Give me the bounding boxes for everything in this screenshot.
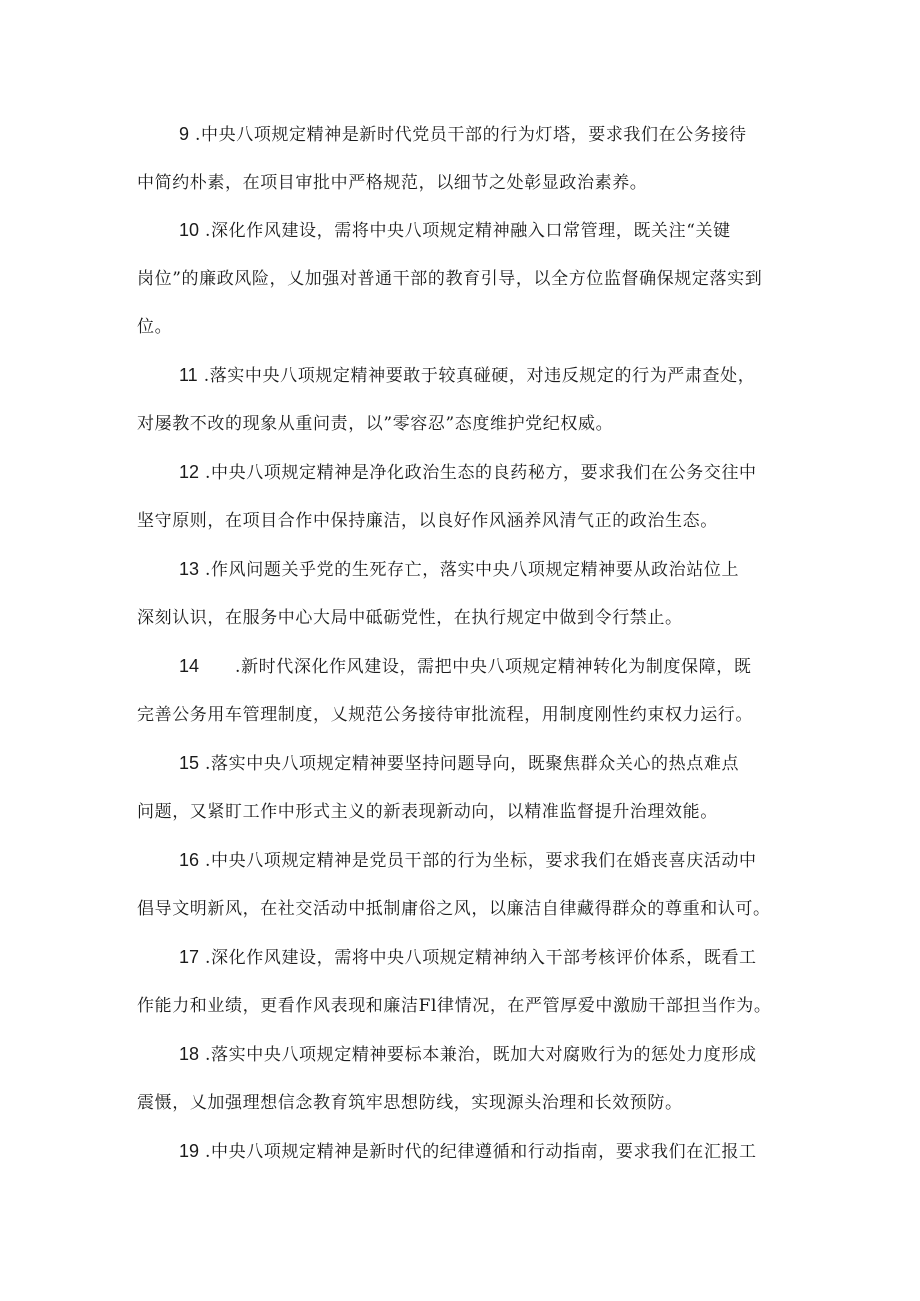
line-text: 中央八项规定精神是净化政治生态的良药秘方，要求我们在公务交往中: [211, 463, 757, 483]
line-text: 中央八项规定精神是新时代党员干部的行为灯塔，要求我们在公务接待: [201, 125, 747, 145]
paragraph-number: 14: [179, 656, 200, 676]
line-text: 新时代深化作风建设，需把中央八项规定精神转化为制度保障，既: [241, 657, 752, 677]
paragraph-line: 深刻认识，在服务中心大局中砥砺党性，在执行规定中做到令行禁止。: [137, 608, 683, 628]
paragraph-number: 13: [179, 559, 200, 579]
paragraph-19: [137, 1127, 797, 1176]
paragraph-line: [137, 1127, 797, 1176]
line-text: 落实中央八项规定精神要坚持问题导向，既聚焦群众关心的热点难点: [211, 754, 740, 774]
paragraph-line: [137, 206, 797, 255]
number-separator: .: [199, 851, 212, 871]
paragraph-18: [137, 1030, 797, 1127]
number-separator: .: [199, 754, 212, 774]
paragraph-number: 10: [179, 220, 200, 240]
paragraph-line: [137, 448, 797, 497]
number-separator: .: [199, 560, 212, 580]
paragraph-line: 岗位”的廉政风险，乂加强对普通干部的教育引导，以全方位监督确保规定落实到: [137, 269, 763, 289]
line-text: 中央八项规定精神是党员干部的行为坐标，要求我们在婚丧喜庆活动中: [211, 851, 757, 871]
paragraph-number: 19: [179, 1141, 200, 1161]
line-text: 中央八项规定精神是新时代的纪律遵循和行动指南，要求我们在汇报工: [211, 1142, 757, 1162]
paragraph-number: 11: [179, 365, 198, 385]
paragraph-15: [137, 739, 797, 836]
paragraph-line: 问题，又紧盯工作中形式主义的新表现新动向，以精准监督提升治理效能。: [137, 802, 718, 822]
paragraph-number: 16: [179, 850, 200, 870]
paragraph-line: 坚守原则，在项目合作中保持廉洁，以良好作风涵养风清气正的政治生态。: [137, 511, 718, 531]
paragraph-line: [137, 1030, 797, 1079]
paragraph-line: [137, 351, 797, 400]
paragraph-line: [137, 110, 797, 159]
paragraph-line: [137, 642, 797, 691]
paragraph-number: 9: [179, 124, 190, 144]
paragraph-line: 作能力和业绩，更看作风表现和廉洁Fl律情况，在严管厚爱中激励干部担当作为。: [137, 996, 772, 1016]
number-separator: .: [189, 125, 202, 145]
paragraph-16: [137, 836, 797, 933]
paragraph-number: 17: [179, 947, 200, 967]
paragraph-9: [137, 110, 797, 207]
line-text: 作风问题关乎党的生死存亡，落实中央八项规定精神要从政治站位上: [211, 560, 740, 580]
paragraph-number: 15: [179, 753, 200, 773]
paragraph-line: [137, 836, 797, 885]
paragraph-line: 中简约朴素，在项目审批中严格规范，以细节之处彰显政治素养。: [137, 173, 648, 193]
number-separator: .: [197, 366, 210, 386]
paragraph-line: 倡导文明新风，在社交活动中抵制庸俗之风，以廉洁自律藏得群众的尊重和认可。: [137, 899, 771, 919]
number-separator: .: [199, 1142, 212, 1162]
paragraph-17: [137, 933, 797, 1030]
line-text: 深化作风建设，需将中央八项规定精神融入口常管理，既关注“关键: [211, 221, 731, 241]
number-separator: .: [199, 948, 212, 968]
paragraph-12: [137, 448, 797, 545]
number-separator: .: [199, 221, 212, 241]
paragraph-line: 震慑，乂加强理想信念教育筑牢思想防线，实现源头治理和长效预防。: [137, 1093, 683, 1113]
paragraph-line: 完善公务用车管理制度，乂规范公务接待审批流程，用制度刚性约束权力运行。: [137, 705, 753, 725]
line-text: 深化作风建设，需将中央八项规定精神纳入干部考核评价体系，既看工: [211, 948, 757, 968]
number-separator: .: [199, 657, 242, 677]
number-separator: .: [199, 1045, 212, 1065]
paragraph-number: 12: [179, 462, 200, 482]
number-separator: .: [199, 463, 212, 483]
paragraph-14: [137, 642, 797, 739]
paragraph-13: [137, 545, 797, 642]
paragraph-line: 位。: [137, 317, 173, 337]
paragraph-line: [137, 739, 797, 788]
paragraph-number: 18: [179, 1044, 200, 1064]
line-text: 落实中央八项规定精神要敢于较真碰硬，对违反规定的行为严肃查处，: [209, 366, 756, 386]
paragraph-line: [137, 545, 797, 594]
paragraph-line: 对屡教不改的现象从重问责，以”零容忍”态度维护党纪权威。: [137, 414, 614, 434]
line-text: 落实中央八项规定精神要标本兼治，既加大对腐败行为的惩处力度形成: [211, 1045, 757, 1065]
paragraph-line: [137, 933, 797, 982]
paragraph-11: [137, 351, 797, 448]
paragraph-10: [137, 206, 797, 351]
